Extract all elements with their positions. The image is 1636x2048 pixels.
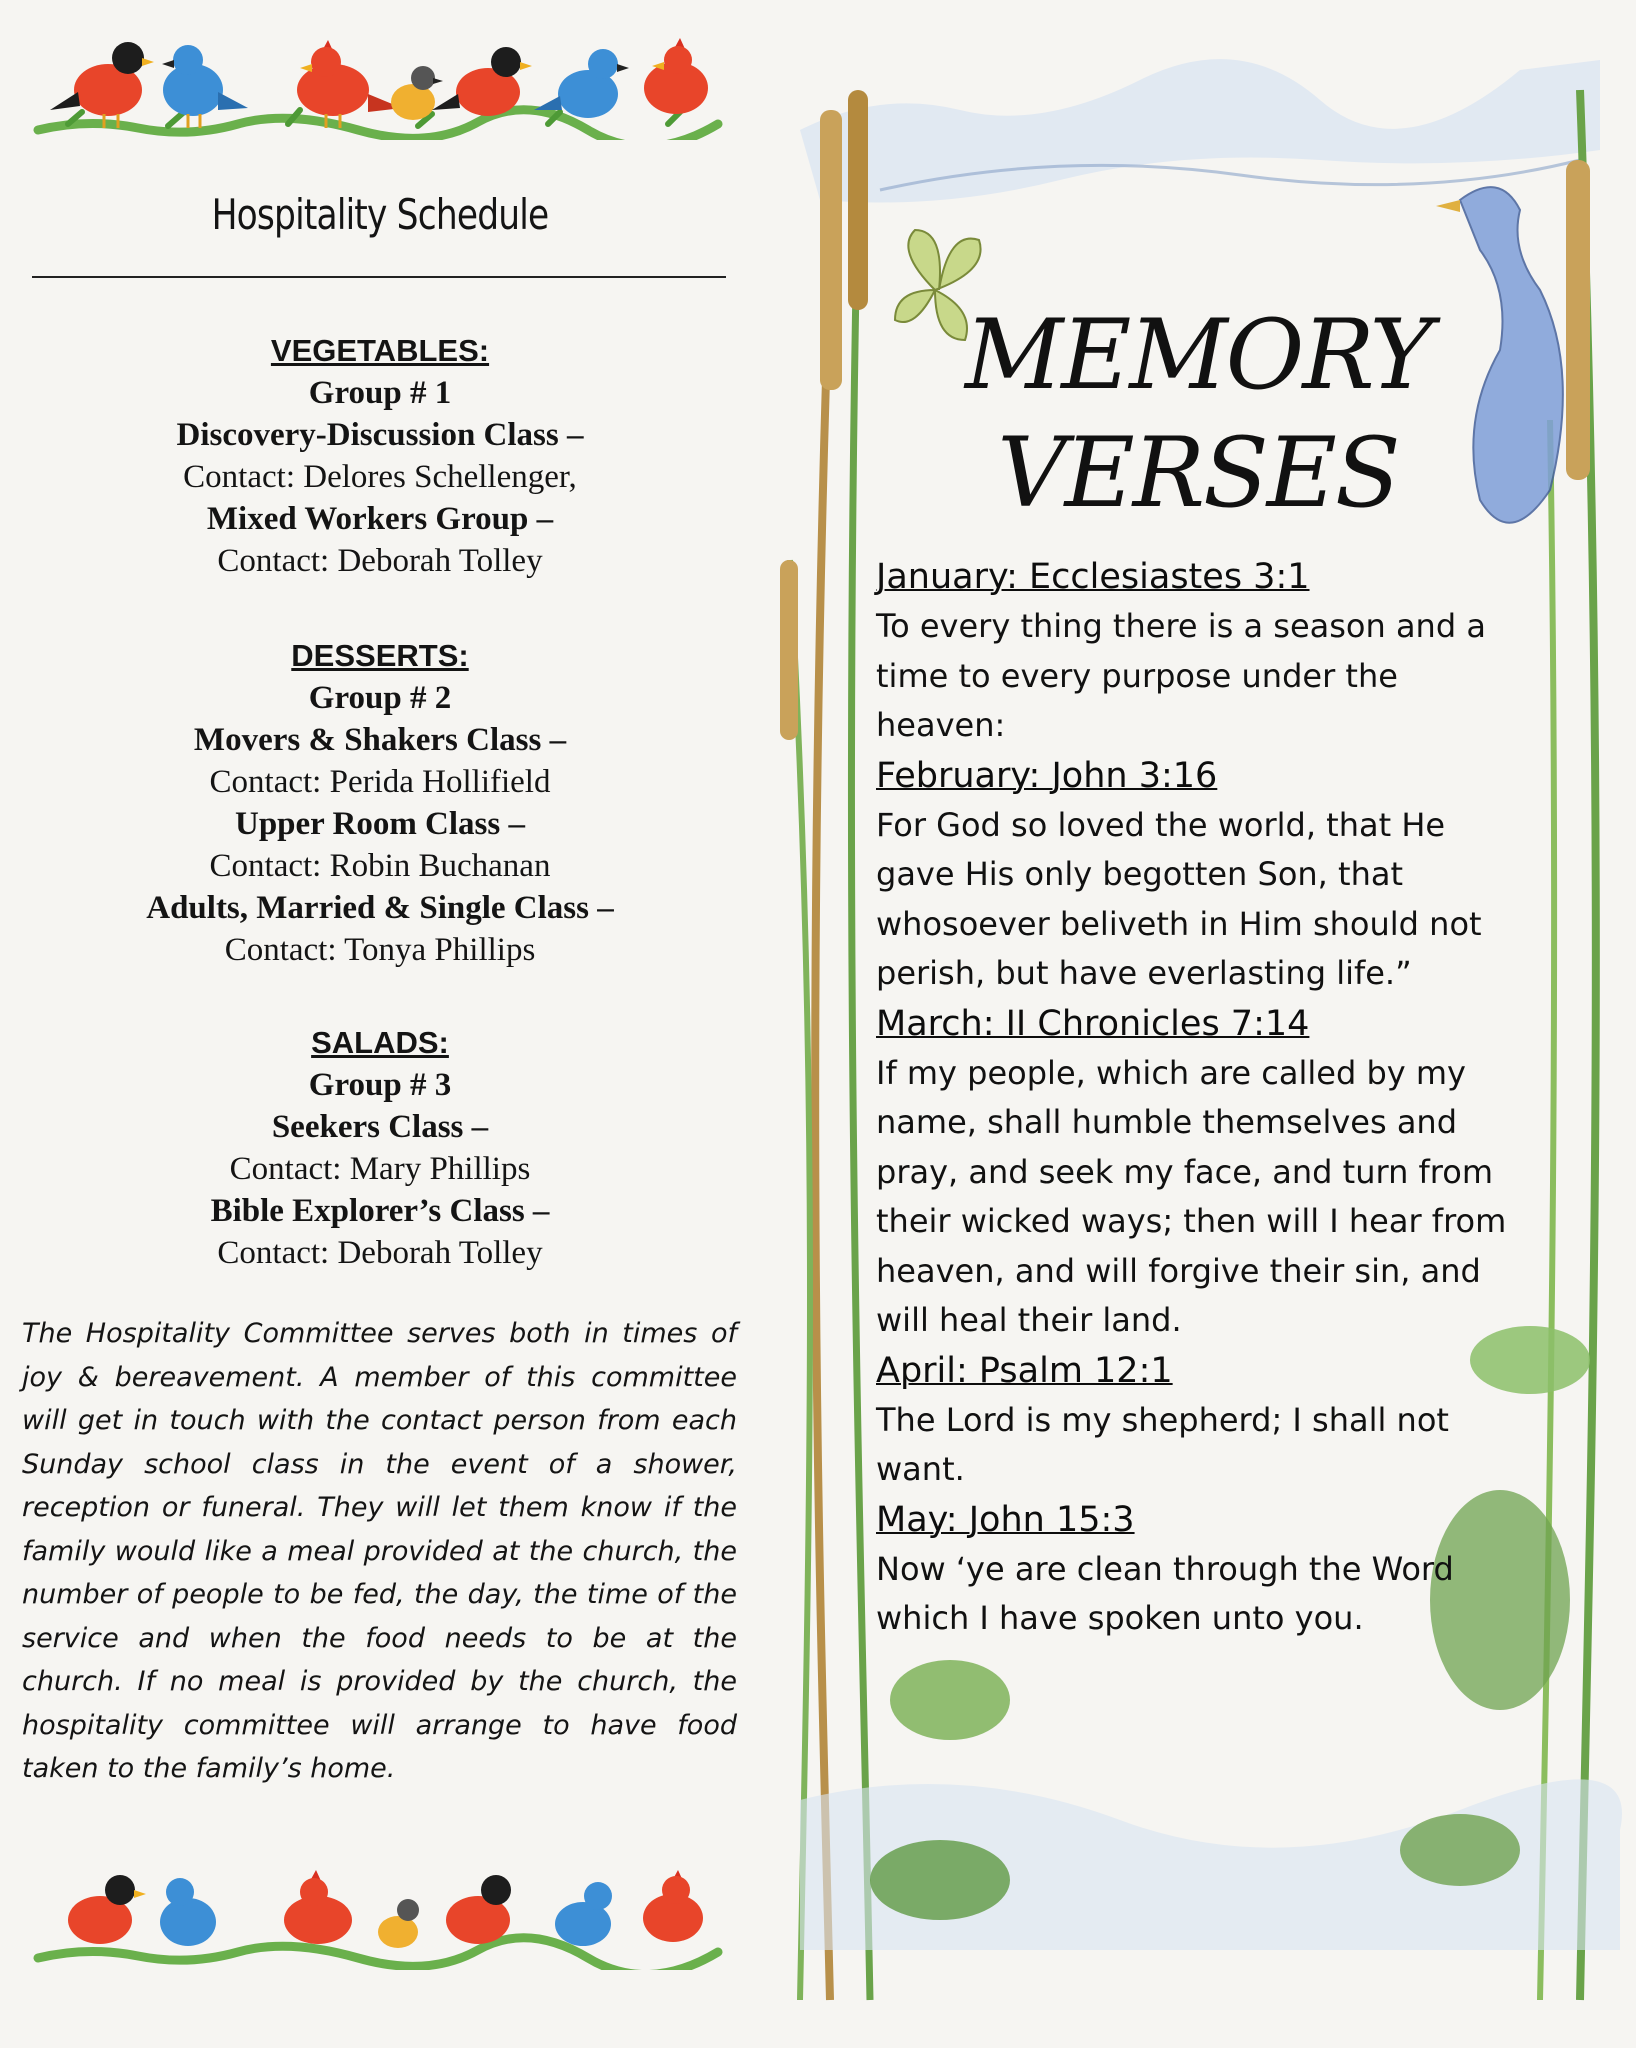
bird-border-top-icon [28,20,728,140]
class-name: Seekers Class – [271,1109,489,1145]
robin-bird-icon [50,42,154,128]
contact-line: Contact: Delores Schellenger, [183,459,577,495]
verse-reference: April: Psalm 12:1 [876,1350,1173,1391]
verse-text: To every thing there is a season and a time to every purpose under the heaven: [876,607,1486,744]
hospitality-column [0,0,760,2048]
contact-line: Contact: Robin Buchanan [209,848,551,884]
verse-reference: March: II Chronicles 7:14 [876,1003,1310,1044]
verse-item-january [876,552,1526,751]
verse-item-march [876,999,1526,1346]
hospitality-schedule-title: Hospitality Schedule [211,190,549,239]
grass-strip [38,110,718,140]
group-label: Group # 3 [308,1067,452,1103]
verse-text: The Lord is my shepherd; I shall not want. [876,1400,1449,1488]
contact-line: Contact: Tonya Phillips [224,932,536,968]
salads-heading: SALADS: [311,1025,449,1060]
group-label: Group # 2 [308,680,452,716]
contact-line: Contact: Mary Phillips [229,1151,531,1187]
vegetables-heading: VEGETABLES: [270,333,490,368]
verse-reference: May: John 15:3 [876,1499,1135,1540]
class-name: Adults, Married & Single Class – [146,890,614,926]
sparrow-bird-icon [391,66,443,120]
verse-list [876,552,1526,1644]
verse-text: For God so loved the world, that He gave His only begotten Son, that whosoever beliveth in Him should not perish, but have everlasting life.” [876,805,1482,992]
vegetables-section [0,330,760,582]
bluejay-bird-icon [162,45,248,128]
group-label: Group # 1 [308,375,452,411]
contact-line: Contact: Deborah Tolley [217,1235,543,1271]
verse-reference: February: John 3:16 [876,755,1218,796]
bird-border-bottom-icon [28,1850,728,1970]
memory-verses-column [760,0,1636,2048]
verse-reference: January: Ecclesiastes 3:1 [876,557,1310,597]
class-name: Mixed Workers Group – [206,501,554,537]
verses-title: VERSES [997,417,1399,529]
contact-line: Contact: Deborah Tolley [217,543,543,579]
class-name: Bible Explorer’s Class – [210,1193,550,1229]
verse-item-may [876,1495,1526,1644]
verse-text: Now ‘ye are clean through the Word which I have spoken unto you. [876,1549,1454,1637]
verse-item-april [876,1346,1526,1495]
memory-title: MEMORY [964,299,1432,411]
verse-text: If my people, which are called by my name, shall humble themselves and pray, and seek my face, and turn from their wicked ways; then will I hear from heaven, and will forgive their sin, and will heal their land. [876,1053,1507,1339]
verse-item-february [876,751,1526,999]
class-name: Discovery-Discussion Class – [176,417,584,453]
title-divider [32,276,726,278]
cardinal-bird-icon-2 [644,38,708,114]
class-name: Upper Room Class – [235,806,525,842]
cardinal-bird-icon [297,40,402,128]
hospitality-description: The Hospitality Committee serves both in times of joy & bereavement. A member of this committee will get in touch with the contact person from each Sunday school class in the event of a shower, reception or funeral. They will let them know if the family would like a meal provided at the church, the number of people to be fed, the day, the time of the service and when the food needs to be at the church. If no meal is provided by the church, the hospitality committee will arrange to have food taken to the family’s home. [22,1318,737,1784]
desserts-section [0,635,760,971]
contact-line: Contact: Perida Hollifield [209,764,551,800]
bluejay-bird-icon-2 [534,49,629,118]
desserts-heading: DESSERTS: [291,638,469,673]
class-name: Movers & Shakers Class – [193,722,567,758]
salads-section [0,1022,760,1274]
